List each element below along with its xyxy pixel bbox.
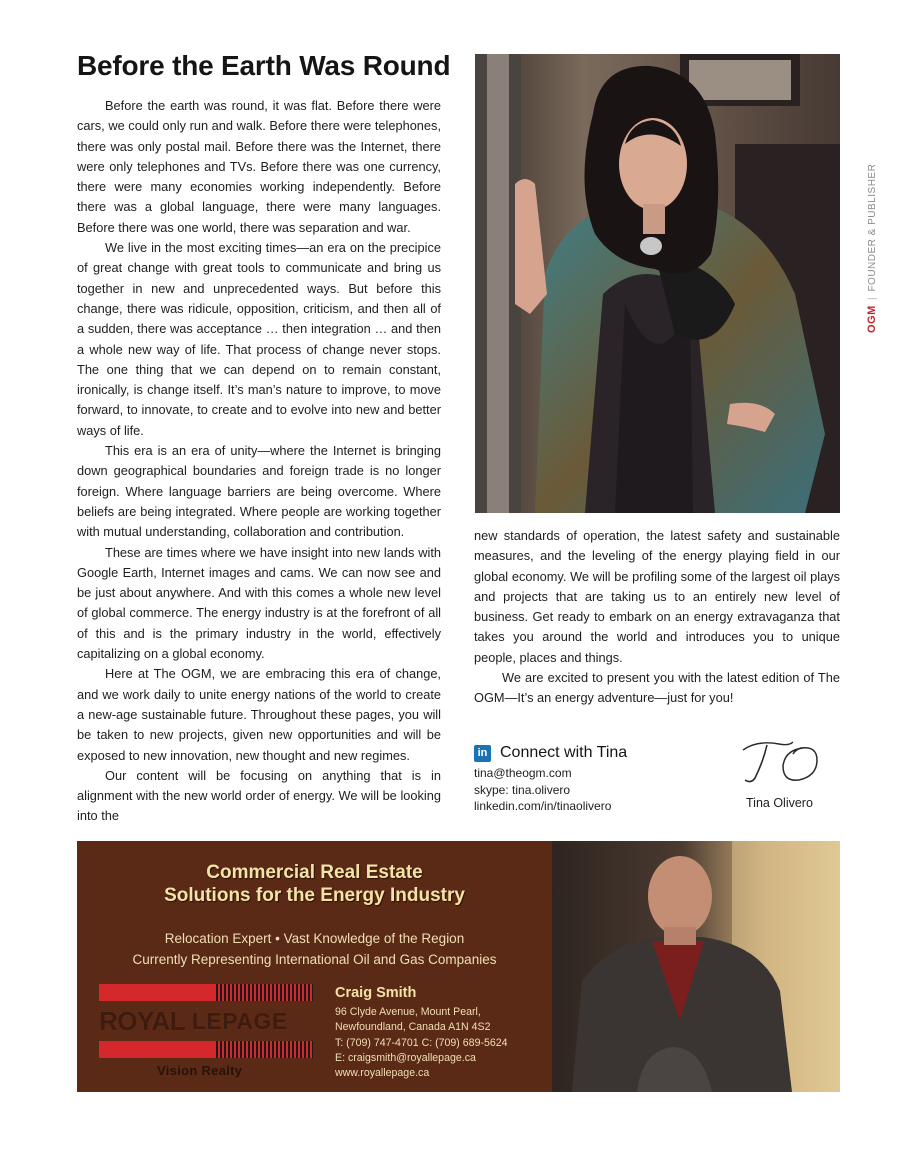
- paragraph: We live in the most exciting times—an era on the precipice of great change with great tools to communicate and bring us together in new and unprecedented ways. But before this change, there was ridicule, opposition, criticism, and then all of a sudden, there was acceptance … then integration … and then a whole new way of life. That process of change never stops. The one thing that we can depend on to remain constant, ironically, is change itself. It’s man’s nature to improve, to move forward, to innovate, to create and to evolve into new and better ways of life.: [77, 240, 441, 438]
- article-title: Before the Earth Was Round: [77, 50, 451, 81]
- ad-headline: [77, 861, 552, 907]
- logo-vision-realty: Vision Realty: [157, 1063, 243, 1078]
- logo-wordmark: [99, 1001, 313, 1041]
- logo-lepage: LEPAGE: [191, 1007, 288, 1034]
- ad-subheadline: [77, 928, 552, 970]
- ad-sub-line: Currently Representing International Oil and Gas Companies: [132, 952, 497, 967]
- ad-sub-line: Relocation Expert • Vast Knowledge of the Region: [164, 931, 465, 946]
- contact-email[interactable]: tina@theogm.com: [474, 766, 572, 780]
- agent-address: 96 Clyde Avenue, Mount Pearl,: [335, 1006, 481, 1018]
- ad-headline-line: Commercial Real Estate: [206, 862, 423, 883]
- paragraph: These are times where we have insight into new lands with Google Earth, Internet images and cams. We can now see and be just about anywhere. And with this comes a whole new level of global commerce. The energy industry is at the forefront of all of this and is the primary industry in the world, effectively capitalizing on a global economy.: [77, 544, 441, 662]
- agent-email[interactable]: E: craigsmith@royallepage.ca: [335, 1051, 476, 1064]
- connect-title: Connect with Tina: [500, 744, 628, 761]
- article-column-right: [474, 526, 840, 709]
- linkedin-icon[interactable]: in: [474, 745, 491, 762]
- agent-address: Newfoundland, Canada A1N 4S2: [335, 1021, 491, 1034]
- signature-initials: [737, 736, 827, 788]
- signature-name: Tina Olivero: [746, 796, 813, 810]
- founder-photo: [475, 54, 840, 513]
- logo-bar-bottom: [99, 1041, 313, 1058]
- royal-lepage-logo: [99, 984, 313, 1058]
- paragraph: new standards of operation, the latest safety and sustainable measures, and the leveling of the energy playing field in our global economy. We will be profiling some of the largest oil plays and projects that are taking us to an entirely new level of business. Get ready to embark on an energy extravaganza that takes you around the world and introduces you to unique people, places and things.: [474, 528, 840, 665]
- agent-phones: T: (709) 747-4701 C: (709) 689-5624: [335, 1036, 508, 1049]
- logo-bar-top: [99, 984, 313, 1001]
- ad-headline-line: Solutions for the Energy Industry: [164, 885, 465, 906]
- agent-photo: [552, 841, 840, 1092]
- paragraph: We are excited to present you with the latest edition of The OGM—It’s an energy adventure—just for you!: [474, 670, 840, 706]
- separator: |: [867, 296, 878, 300]
- advertisement[interactable]: [77, 841, 840, 1092]
- ogm-logo: OGM: [866, 305, 878, 333]
- article-column-left: [77, 96, 441, 827]
- founder-publisher-label: FOUNDER & PUBLISHER: [867, 163, 878, 292]
- connect-block: [474, 741, 724, 815]
- agent-name: Craig Smith: [335, 985, 417, 1001]
- paragraph: This era is an era of unity—where the Internet is bringing down geographical boundaries and foreign trade is no longer foreign. Where language barriers are being overcome. Where beliefs are being integrated. Where people are working together with mutual understanding, collaboration and contribution.: [77, 443, 441, 540]
- contact-linkedin[interactable]: linkedin.com/in/tinaolivero: [474, 799, 612, 813]
- connect-header: [474, 741, 724, 765]
- paragraph: Here at The OGM, we are embracing this era of change, and we work daily to unite energy nations of the world to create a new-age sustainable future. Throughout these pages, you will be taken to new projects, given new opportunities and will be exposed to new innovation, new thought and new regimes.: [77, 666, 441, 763]
- ad-contact: [335, 984, 545, 1081]
- agent-website[interactable]: www.royallepage.ca: [335, 1067, 430, 1080]
- founder-photo-illustration: [475, 54, 840, 513]
- paragraph: Our content will be focusing on anything that is in alignment with the new world order of energy. We will be looking into the: [77, 767, 441, 824]
- ad-text-panel: [77, 841, 552, 1092]
- contact-skype: skype: tina.olivero: [474, 782, 571, 797]
- side-label: [866, 164, 878, 333]
- logo-royal: ROYAL: [99, 1005, 186, 1036]
- paragraph: Before the earth was round, it was flat. Before there were cars, we could only run and walk. Before there were telephones, there was only postal mail. Before there was the Internet, there were only telephones and TVs. Before there was one currency, there were many economies working independently. Before there was a global language, there were many languages. Before there was one world, there was separation and war.: [77, 98, 441, 235]
